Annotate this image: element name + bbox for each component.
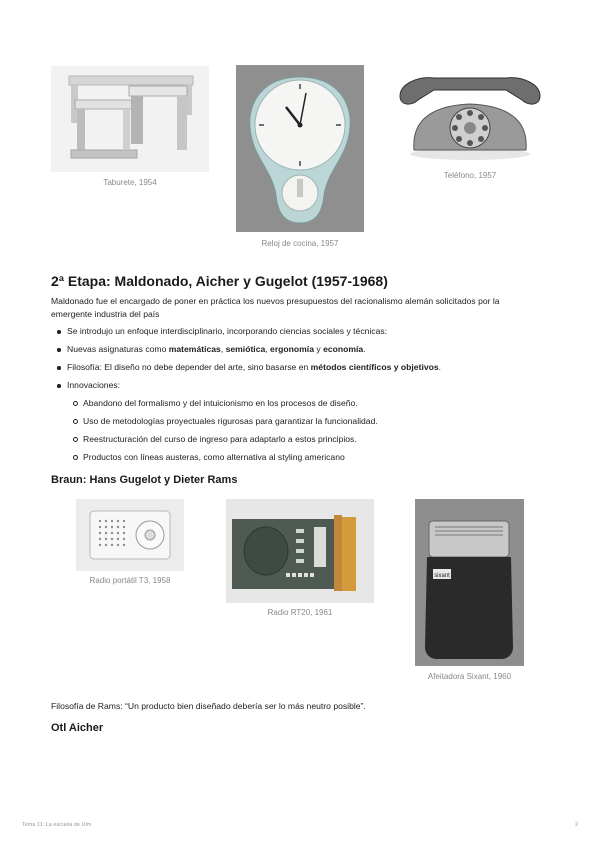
shaver-sixant-caption: Afeitadora Sixant, 1960 bbox=[427, 672, 512, 681]
stool-caption: Taburete, 1954 bbox=[103, 178, 157, 187]
shaver-sixant-photo bbox=[415, 499, 524, 666]
bullet-interdisciplinary: Se introdujo un enfoque interdisciplinario, incorporando ciencias sociales y técnicas: bbox=[67, 325, 547, 338]
radio-rt20-caption: Radio RT20, 1961 bbox=[267, 608, 333, 617]
sub-bullet-item: Productos con líneas austeras, como alternativa al styling americano bbox=[83, 451, 543, 464]
bullet-innovations: Innovaciones: bbox=[67, 379, 547, 392]
kitchen-clock-caption: Reloj de cocina, 1957 bbox=[261, 239, 339, 248]
telephone-photo bbox=[394, 66, 546, 164]
footer-title: Tema 11: La escuela de Ulm bbox=[22, 822, 92, 828]
sub-bullet-item: Reestructuración del curso de ingreso para adaptarlo a estos principios. bbox=[83, 433, 543, 446]
section-heading-etapa2: 2ª Etapa: Maldonado, Aicher y Gugelot (1957-1968) bbox=[51, 273, 388, 289]
shaver-label: sixant bbox=[434, 573, 450, 579]
telephone-caption: Teléfono, 1957 bbox=[443, 171, 497, 180]
bullet-philosophy: Filosofía: El diseño no debe depender del arte, sino basarse en métodos científicos y objetivos. bbox=[67, 361, 547, 374]
stool-photo bbox=[51, 66, 209, 172]
section-heading-otl-aicher: Otl Aicher bbox=[51, 722, 104, 734]
radio-rt20-photo bbox=[226, 499, 374, 603]
sub-bullet-item: Abandono del formalismo y del intuicionismo en los procesos de diseño. bbox=[83, 397, 543, 410]
sub-bullet-list bbox=[83, 397, 543, 464]
radio-t3-caption: Radio portátil T3, 1958 bbox=[89, 576, 171, 585]
rams-quote: Filosofía de Rams: “Un producto bien diseñado debería ser lo más neutro posible”. bbox=[51, 701, 366, 711]
bullet-subjects: Nuevas asignaturas como matemáticas, semiótica, ergonomía y economía. bbox=[67, 343, 547, 356]
page-number: 2 bbox=[575, 822, 579, 828]
sub-bullet-item: Uso de metodologías proyectuales rigurosas para garantizar la funcionalidad. bbox=[83, 415, 543, 428]
section-heading-braun: Braun: Hans Gugelot y Dieter Rams bbox=[51, 474, 238, 486]
radio-t3-photo bbox=[76, 499, 184, 571]
intro-paragraph: Maldonado fue el encargado de poner en práctica los nuevos presupuestos del racionalismo alemán solicitados por la emergente industria del país bbox=[51, 296, 500, 319]
main-bullet-list bbox=[67, 325, 547, 392]
kitchen-clock-photo bbox=[236, 65, 364, 232]
